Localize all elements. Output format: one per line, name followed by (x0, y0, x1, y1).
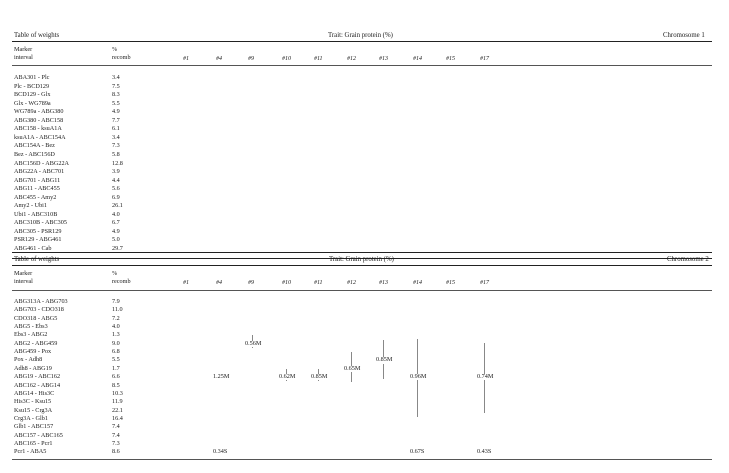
recomb-cell: 7.9 (112, 298, 120, 305)
recomb-cell: 7.3 (112, 439, 120, 447)
recomb-cell: 11.0 (112, 306, 123, 314)
recomb-cell: 22.1 (112, 406, 123, 414)
chromosome-label: Chromosome 2 (667, 256, 709, 263)
env-column-header: #9 (248, 280, 254, 286)
recomb-cell: 12.8 (112, 159, 123, 167)
recomb-cell: 4.9 (112, 108, 120, 116)
recomb-cell: 10.3 (112, 389, 123, 397)
marker-interval-cell: ABG5 - Ebs3 (14, 323, 48, 331)
recomb-cell: 7.3 (112, 142, 120, 150)
recomb-cell: 5.5 (112, 99, 120, 107)
recomb-header: recomb (112, 54, 131, 61)
marker-interval-cell: Pox - Adh8 (14, 356, 43, 364)
qtl-weight-label: 0.62M (279, 373, 296, 381)
table2-rule-top (12, 252, 712, 253)
env-column-header: #15 (446, 56, 455, 62)
chromosome-label: Chromosome 1 (663, 32, 705, 39)
marker-interval-cell: ABG22A - ABC701 (14, 168, 65, 176)
env-column-header: #15 (446, 280, 455, 286)
qtl-weight-label: 0.85M (311, 373, 328, 381)
recomb-cell: 6.8 (112, 348, 120, 356)
marker-interval-cell: Adh8 - ABG19 (14, 364, 52, 372)
marker-interval-cell: ABG461 - Cab (14, 245, 52, 252)
qtl-weight-label: 0.96M (410, 373, 427, 381)
recomb-cell: 3.9 (112, 168, 120, 176)
marker-interval-cell: Pcr1 - ABA5 (14, 448, 47, 456)
recomb-cell: 26.1 (112, 202, 123, 210)
recomb-cell: 8.5 (112, 381, 120, 389)
recomb-cell: 7.7 (112, 116, 120, 124)
marker-interval-cell: ABC310B - ABC305 (14, 219, 67, 227)
recomb-cell: 1.3 (112, 331, 120, 339)
table-title: Table of weights (14, 256, 60, 263)
marker-interval-cell: ABG701 - ABG11 (14, 176, 61, 184)
recomb-cell: 3.4 (112, 74, 120, 81)
env-column-header: #14 (413, 56, 422, 62)
marker-interval-cell: Crg3A - Glb1 (14, 414, 48, 422)
recomb-cell: 4.0 (112, 210, 120, 218)
marker-interval-cell: Amy2 - Ubi1 (14, 202, 47, 210)
marker-interval-cell: ABC165 - Pcr1 (14, 439, 53, 447)
recomb-header: recomb (112, 278, 131, 285)
env-column-header: #10 (282, 280, 291, 286)
recomb-cell: 6.1 (112, 125, 120, 133)
recomb-cell: 11.9 (112, 398, 123, 406)
marker-interval-cell: CDO318 - ABG5 (14, 314, 58, 322)
marker-interval-cell: Ksu15 - Crg3A (14, 406, 53, 414)
recomb-cell: 5.5 (112, 356, 120, 364)
env-column-header: #4 (216, 56, 222, 62)
marker-interval-cell: ABG19 - ABC162 (14, 373, 61, 381)
percent-header: % (112, 270, 118, 277)
table-rule-end (12, 459, 712, 460)
recomb-cell: 7.4 (112, 423, 120, 431)
marker-interval-cell: ABG703 - CDO318 (14, 306, 64, 314)
env-column-header: #12 (347, 56, 356, 62)
env-column-header: #13 (379, 56, 388, 62)
marker-interval-cell: Glx - WG789a (14, 99, 51, 107)
marker-interval-cell: PSR129 - ABG461 (14, 236, 62, 244)
env-column-header: #12 (347, 280, 356, 286)
marker-interval-cell: His3C - Ksu15 (14, 398, 52, 406)
qtl-weight-label: 0.43S (477, 448, 492, 456)
table-title: Table of weights (14, 32, 60, 39)
recomb-cell: 5.8 (112, 150, 120, 158)
env-column-header: #13 (379, 280, 388, 286)
qtl-weight-label: 0.74M (477, 373, 494, 381)
interval-header: interval (14, 278, 33, 285)
interval-header: interval (14, 54, 33, 61)
env-column-header: #9 (248, 56, 254, 62)
recomb-cell: 8.6 (112, 448, 120, 456)
header-rule-bottom (12, 290, 712, 291)
marker-interval-cell: ABA301 - Plc (14, 74, 50, 81)
marker-header: Marker (14, 46, 33, 53)
marker-interval-cell: ABG2 - ABG459 (14, 339, 58, 347)
marker-interval-cell: ABG14 - His3C (14, 389, 55, 397)
env-column-header: #1 (183, 56, 189, 62)
header-rule-top (12, 41, 712, 42)
env-column-header: #17 (480, 56, 489, 62)
marker-interval-cell: ABC154A - Bez (14, 142, 55, 150)
marker-interval-cell: ABG380 - ABC158 (14, 116, 64, 124)
marker-interval-cell: Plc - BCD129 (14, 82, 50, 90)
env-column-header: #11 (314, 280, 323, 286)
recomb-cell: 4.4 (112, 176, 120, 184)
trait-label: Trait: Grain protein (%) (328, 32, 393, 39)
header-rule-top (12, 265, 712, 266)
recomb-cell: 29.7 (112, 245, 123, 252)
marker-interval-cell: ABG11 - ABC455 (14, 185, 60, 193)
marker-interval-cell: ABC162 - ABG14 (14, 381, 61, 389)
recomb-cell: 1.7 (112, 364, 120, 372)
marker-interval-cell: ABC156D - ABG22A (14, 159, 70, 167)
env-column-header: #17 (480, 280, 489, 286)
qtl-weight-label: 0.34S (213, 448, 228, 456)
marker-interval-cell: Ebs3 - ABG2 (14, 331, 48, 339)
marker-interval-cell: Ubi1 - ABC310B (14, 210, 58, 218)
recomb-cell: 16.4 (112, 414, 123, 422)
qtl-weight-label: 0.85M (376, 356, 393, 364)
recomb-cell: 4.9 (112, 227, 120, 235)
marker-header: Marker (14, 270, 33, 277)
marker-interval-cell: Bez - ABC156D (14, 150, 55, 158)
recomb-cell: 9.0 (112, 339, 120, 347)
qtl-weight-label: 0.65M (344, 364, 361, 372)
qtl-weight-label: 0.67S (410, 448, 425, 456)
marker-interval-cell: ABG459 - Pox (14, 348, 52, 356)
marker-interval-cell: ABG313A - ABG703 (14, 298, 68, 305)
recomb-cell: 5.6 (112, 185, 120, 193)
marker-interval-cell: BCD129 - Glx (14, 91, 51, 99)
recomb-cell: 6.6 (112, 373, 120, 381)
marker-interval-cell: Glb1 - ABC157 (14, 423, 54, 431)
recomb-cell: 4.0 (112, 323, 120, 331)
recomb-cell: 6.9 (112, 193, 120, 201)
recomb-cell: 3.4 (112, 133, 120, 141)
trait-label: Trait: Grain protein (%) (329, 256, 394, 263)
header-rule-bottom (12, 65, 712, 66)
env-column-header: #14 (413, 280, 422, 286)
marker-interval-cell: ABC158 - ksuA1A (14, 125, 62, 133)
qtl-weight-label: 1.25M (213, 373, 230, 381)
recomb-cell: 7.4 (112, 431, 120, 439)
env-column-header: #4 (216, 280, 222, 286)
env-column-header: #1 (183, 280, 189, 286)
recomb-cell: 8.3 (112, 91, 120, 99)
marker-interval-cell: ksuA1A - ABC154A (14, 133, 66, 141)
recomb-cell: 7.2 (112, 314, 120, 322)
recomb-cell: 5.0 (112, 236, 120, 244)
qtl-weight-label: 0.56M (245, 339, 262, 347)
recomb-cell: 6.7 (112, 219, 120, 227)
percent-header: % (112, 46, 118, 53)
marker-interval-cell: ABC455 - Amy2 (14, 193, 57, 201)
recomb-cell: 7.5 (112, 82, 120, 90)
marker-interval-cell: WG789a - ABG380 (14, 108, 64, 116)
env-column-header: #11 (314, 56, 323, 62)
marker-interval-cell: ABC157 - ABC165 (14, 431, 63, 439)
env-column-header: #10 (282, 56, 291, 62)
marker-interval-cell: ABC305 - PSR129 (14, 227, 62, 235)
